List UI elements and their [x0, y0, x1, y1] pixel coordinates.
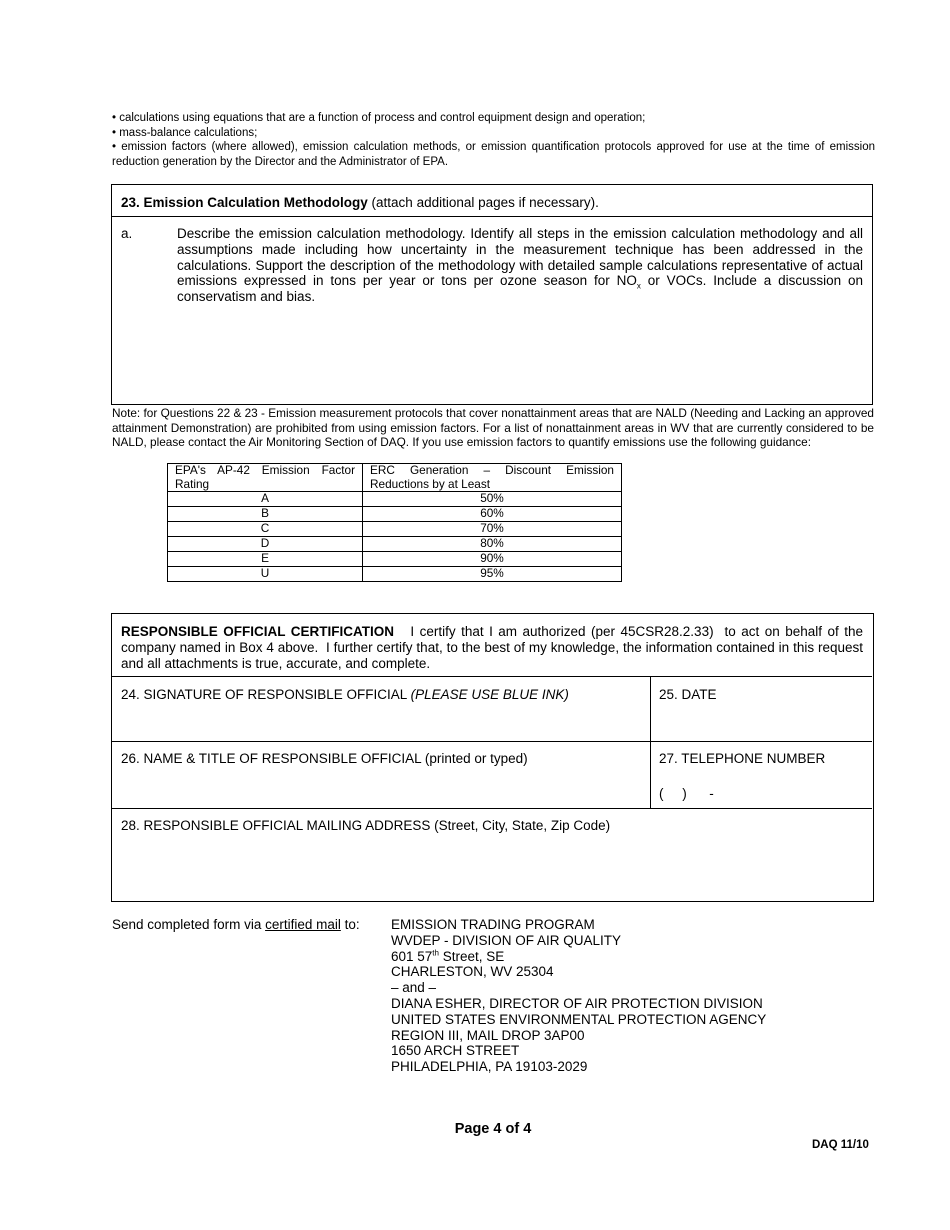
- address-line: CHARLESTON, WV 25304: [391, 964, 554, 980]
- rating-cell: E: [168, 552, 363, 567]
- signature-row: [112, 677, 872, 742]
- item-text: Describe the emission calculation methodology. Identify all steps in the emission calculation methodology and all assumptions made including how uncertainty in the measurement technique has been addressed in the calculations. Support the description of the methodology with detailed sample calculations representative of actual emissions expressed in tons per year or tons per ozone season for $NO_x$ or VOCs. Include a discussion on conservatism and bias.: [177, 226, 863, 305]
- section-23-header: [112, 185, 872, 217]
- mailing-addresses: [391, 917, 766, 1075]
- column-header-rating: EPA's AP-42 Emission Factor Rating: [168, 464, 363, 492]
- table-row: [168, 522, 622, 537]
- rating-cell: D: [168, 537, 363, 552]
- rating-cell: A: [168, 492, 363, 507]
- phone-format: ( ) -: [659, 786, 714, 801]
- signature-field[interactable]: [121, 687, 569, 702]
- rating-cell: C: [168, 522, 363, 537]
- column-header-discount: ERC Generation – Discount Emission Reductions by at Least: [363, 464, 622, 492]
- certification-title: RESPONSIBLE OFFICIAL CERTIFICATION: [121, 624, 394, 639]
- address-line: UNITED STATES ENVIRONMENTAL PROTECTION AGENCY: [391, 1011, 767, 1027]
- address-line: DIANA ESHER, DIRECTOR OF AIR PROTECTION DIVISION: [391, 995, 763, 1011]
- signature-label: 24. SIGNATURE OF RESPONSIBLE OFFICIAL: [121, 687, 411, 702]
- table-row: [168, 552, 622, 567]
- send-instruction: Send completed form via certified mail to:: [112, 917, 360, 932]
- signature-ink-note: (PLEASE USE BLUE INK): [410, 687, 569, 702]
- bullet-item: • calculations using equations that are a function of process and control equipment design and operation;: [112, 112, 646, 124]
- address-line: REGION III, MAIL DROP 3AP00: [391, 1027, 585, 1043]
- certification-text: I certify that I am authorized (per 45CSR28.2.33) to act on behalf of the company named in Box 4 above. I further certify that, to the best of my knowledge, the information contained in this request and all attachments is true, accurate, and complete.: [121, 624, 867, 671]
- address-line: 601 57th Street, SE: [391, 948, 505, 964]
- name-row: [112, 741, 872, 809]
- page-number: Page 4 of 4: [454, 1121, 532, 1137]
- section-23-box: [111, 184, 873, 405]
- nald-note: Note: for Questions 22 & 23 - Emission measurement protocols that cover nonattainment areas that are NALD (Needing and Lacking an approved attainment Demonstration) are prohibited from using emission factors. For a list of nonattainment areas in WV that are currently considered to be NALD, please contact the Air Monitoring Section of DAQ. If you use emission factors to quantify emissions use the following guidance:: [112, 406, 874, 449]
- table-row: [168, 567, 622, 582]
- section-23-title: 23. Emission Calculation Methodology: [121, 195, 368, 210]
- discount-cell: 95%: [363, 567, 622, 582]
- divider: [650, 741, 651, 808]
- certification-box: [111, 613, 874, 902]
- rating-cell: U: [168, 567, 363, 582]
- discount-cell: 70%: [363, 522, 622, 537]
- discount-cell: 60%: [363, 507, 622, 522]
- table-row: [168, 537, 622, 552]
- telephone-field[interactable]: 27. TELEPHONE NUMBER: [659, 751, 826, 766]
- discount-cell: 80%: [363, 537, 622, 552]
- subscript-x: x: [636, 282, 641, 292]
- section-23-title-note: (attach additional pages if necessary).: [367, 195, 599, 210]
- address-line: PHILADELPHIA, PA 19103-2029: [391, 1059, 588, 1075]
- address-line: WVDEP - DIVISION OF AIR QUALITY: [391, 932, 622, 948]
- item-label: a.: [121, 226, 133, 241]
- discount-cell: 50%: [363, 492, 622, 507]
- certified-mail: certified mail: [265, 917, 341, 932]
- certification-statement: [112, 614, 872, 677]
- emission-factor-table: [167, 463, 622, 582]
- address-line: 1650 ARCH STREET: [391, 1043, 520, 1059]
- bullet-item: • emission factors (where allowed), emission calculation methods, or emission quantification protocols approved for use at the time of emission reduction generation by the Director and the Administrator of EPA.: [112, 141, 875, 168]
- mailing-address-field[interactable]: 28. RESPONSIBLE OFFICIAL MAILING ADDRESS (Street, City, State, Zip Code): [121, 818, 611, 833]
- address-line: EMISSION TRADING PROGRAM: [391, 917, 595, 932]
- divider: [650, 677, 651, 741]
- table-row: [168, 507, 622, 522]
- bullet-list: [112, 111, 875, 169]
- date-field[interactable]: 25. DATE: [659, 687, 717, 702]
- bullet-item: • mass-balance calculations;: [112, 126, 258, 139]
- rating-cell: B: [168, 507, 363, 522]
- table-header-row: [168, 464, 622, 492]
- address-separator: – and –: [391, 980, 437, 996]
- discount-cell: 90%: [363, 552, 622, 567]
- table-row: [168, 492, 622, 507]
- section-23-item-a[interactable]: [112, 217, 872, 305]
- name-title-field[interactable]: 26. NAME & TITLE OF RESPONSIBLE OFFICIAL (printed or typed): [121, 751, 528, 766]
- form-id: DAQ 11/10: [812, 1139, 869, 1151]
- mailing-address-row: [112, 808, 872, 900]
